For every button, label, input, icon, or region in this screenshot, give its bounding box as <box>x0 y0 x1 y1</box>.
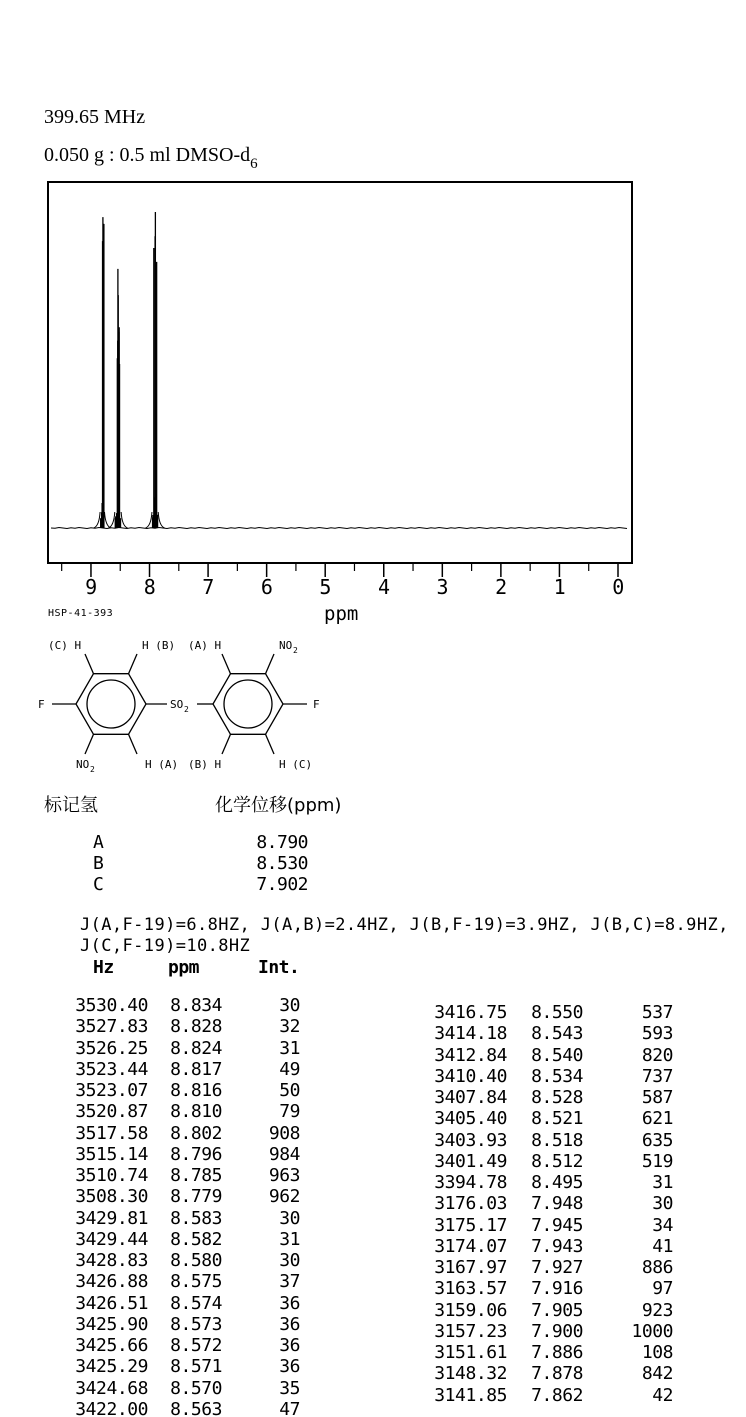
peak-int: 908 <box>268 1122 300 1144</box>
peak-table-row <box>60 1356 300 1377</box>
peak-ppm: 8.582 <box>170 1228 222 1250</box>
label-h-c-left: (C) H <box>48 639 82 652</box>
peak-table-row <box>425 1300 673 1321</box>
peak-int: 42 <box>652 1384 673 1406</box>
peak-table-row <box>60 1250 300 1271</box>
peak-int: 50 <box>279 1080 300 1101</box>
peak-ppm: 8.534 <box>531 1065 583 1087</box>
peak-table-row <box>60 1038 300 1059</box>
peak-hz: 3429.81 <box>75 1207 148 1229</box>
label-no2-left: NO <box>76 758 90 771</box>
peak-ppm: 8.574 <box>170 1292 222 1314</box>
peak-hz: 3174.07 <box>434 1235 507 1257</box>
peak-ppm: 8.810 <box>170 1101 222 1123</box>
peak-hz: 3401.49 <box>434 1150 507 1172</box>
peak-hz: 3425.90 <box>75 1313 148 1335</box>
peak-table-row <box>425 1342 673 1363</box>
peak-table-row <box>425 1087 673 1108</box>
peak-ppm: 8.543 <box>531 1023 583 1045</box>
x-tick-label-4: 4 <box>377 575 390 599</box>
label-h-b-right: (B) H <box>188 758 222 771</box>
bond-ha-left <box>129 734 138 754</box>
peak-ppm: 8.528 <box>531 1087 583 1108</box>
peak-int: 519 <box>641 1150 673 1172</box>
x-axis-ticks <box>47 564 633 580</box>
peak-ppm: 7.943 <box>531 1235 583 1257</box>
peak-int: 1000 <box>631 1320 673 1342</box>
peak-ppm: 8.563 <box>170 1398 222 1417</box>
peak-ppm: 7.927 <box>531 1257 583 1278</box>
peak-table-row <box>425 1172 673 1193</box>
peak-int: 842 <box>641 1363 673 1385</box>
peak-ppm: 8.573 <box>170 1313 222 1335</box>
peak-ppm: 8.824 <box>170 1037 222 1059</box>
label-h-a-right: (A) H <box>188 639 222 652</box>
label-no2-right-sub: 2 <box>293 646 298 655</box>
peak-int: 31 <box>652 1172 673 1193</box>
peak-table-row <box>425 1215 673 1236</box>
peak-int: 37 <box>279 1271 300 1293</box>
peak-hz: 3508.30 <box>75 1186 148 1208</box>
bond-hc-right <box>266 734 275 754</box>
peak-table-row <box>60 1399 300 1417</box>
x-tick-label-5: 5 <box>319 575 331 599</box>
peak-ppm: 8.572 <box>170 1335 222 1356</box>
peak-int: 820 <box>641 1044 673 1066</box>
peak-table-right-column <box>425 1002 673 1406</box>
peak-hz: 3428.83 <box>75 1250 148 1271</box>
peak-hz: 3151.61 <box>434 1342 507 1363</box>
peak-hz: 3520.87 <box>75 1101 148 1123</box>
bond-ha-right <box>222 654 231 674</box>
x-tick-label-9: 9 <box>85 575 97 599</box>
peak-table-header-hz: Hz <box>93 957 114 978</box>
coupling-line-2: J(C,F-19)=10.8HZ <box>80 936 251 956</box>
label-h-c-right: H (C) <box>279 758 313 771</box>
bond-hb-right <box>222 734 231 754</box>
peak-int: 36 <box>279 1356 300 1378</box>
peak-ppm: 7.916 <box>531 1278 583 1300</box>
peak-int: 593 <box>641 1023 673 1045</box>
peak-ppm: 8.580 <box>170 1250 222 1271</box>
peak-ppm: 8.571 <box>170 1356 222 1378</box>
peak-hz: 3426.51 <box>75 1292 148 1314</box>
peak-int: 36 <box>279 1335 300 1356</box>
peak-hz: 3425.66 <box>75 1335 148 1356</box>
peak-ppm: 7.905 <box>531 1299 583 1321</box>
sample-info <box>44 144 258 172</box>
peak-int: 635 <box>641 1129 673 1151</box>
x-tick-label-6: 6 <box>260 575 273 599</box>
label-h-b-left: H (B) <box>142 639 176 652</box>
peak-hz: 3414.18 <box>434 1023 507 1045</box>
bond-no2-left <box>85 734 94 754</box>
peak-int: 32 <box>279 1016 300 1038</box>
peak-int: 35 <box>279 1377 300 1399</box>
peak-table-row <box>60 1335 300 1356</box>
peak-table-row <box>60 1314 300 1335</box>
peak-ppm: 8.495 <box>531 1172 583 1193</box>
solvent-subscript: 6 <box>250 156 258 172</box>
assignment-label-B: B <box>93 853 104 874</box>
peak-table-row <box>60 1293 300 1314</box>
peak-table-row <box>425 1236 673 1257</box>
peak-table-row <box>425 1002 673 1023</box>
peak-table-row <box>425 1321 673 1342</box>
peak-hz: 3425.29 <box>75 1356 148 1378</box>
spectrum-curve <box>49 183 631 562</box>
label-no2-right: NO <box>279 639 293 652</box>
peak-hz: 3394.78 <box>434 1172 507 1193</box>
peak-int: 31 <box>279 1037 300 1059</box>
peak-table-row <box>60 1144 300 1165</box>
peak-table-row <box>425 1193 673 1214</box>
peak-ppm: 8.779 <box>170 1186 222 1208</box>
peak-int: 962 <box>268 1186 300 1208</box>
peak-table-row <box>60 1016 300 1037</box>
peak-hz: 3510.74 <box>75 1165 148 1186</box>
peak-hz: 3407.84 <box>434 1087 507 1108</box>
peak-ppm: 8.540 <box>531 1044 583 1066</box>
label-so2-sub: 2 <box>184 705 189 714</box>
assignment-col1-header: 标记氢 <box>44 795 98 816</box>
label-no2-left-sub: 2 <box>90 765 95 774</box>
peak-table-row <box>425 1278 673 1299</box>
aromatic-circle-left-icon <box>87 680 135 728</box>
peak-ppm: 8.570 <box>170 1377 222 1399</box>
label-so2: SO <box>170 698 184 711</box>
peak-table-header-int: Int. <box>258 957 300 978</box>
peak-ppm: 7.862 <box>531 1384 583 1406</box>
peak-table-row <box>425 1066 673 1087</box>
peak-int: 537 <box>641 1002 673 1023</box>
peak-table-row <box>60 1080 300 1101</box>
peak-int: 47 <box>279 1398 300 1417</box>
peak-int: 30 <box>279 1207 300 1229</box>
peak-int: 737 <box>641 1065 673 1087</box>
peak-int: 30 <box>279 1250 300 1271</box>
x-tick-label-1: 1 <box>553 575 566 599</box>
peak-ppm: 8.817 <box>170 1058 222 1080</box>
peak-int: 97 <box>652 1278 673 1300</box>
peak-hz: 3167.97 <box>434 1257 507 1278</box>
peak-hz: 3424.68 <box>75 1377 148 1399</box>
x-tick-label-8: 8 <box>143 575 156 599</box>
peak-table-row <box>425 1257 673 1278</box>
peak-ppm: 8.583 <box>170 1207 222 1229</box>
coupling-line-1: J(A,F-19)=6.8HZ, J(A,B)=2.4HZ, J(B,F-19)=3.9HZ, J(B,C)=8.9HZ, <box>80 915 729 935</box>
peak-ppm: 7.886 <box>531 1342 583 1363</box>
peak-table-row <box>425 1130 673 1151</box>
peak-ppm: 8.796 <box>170 1143 222 1165</box>
peak-hz: 3416.75 <box>434 1002 507 1023</box>
label-f-left: F <box>38 698 45 711</box>
peak-hz: 3426.88 <box>75 1271 148 1293</box>
peak-table-row <box>425 1363 673 1384</box>
peak-hz: 3176.03 <box>434 1193 507 1215</box>
peak-hz: 3517.58 <box>75 1122 148 1144</box>
x-tick-label-2: 2 <box>495 575 507 599</box>
x-axis-label: ppm <box>324 603 359 625</box>
peak-hz: 3159.06 <box>434 1299 507 1321</box>
x-tick-label-0: 0 <box>612 575 624 599</box>
peak-table-row <box>60 1271 300 1292</box>
peak-ppm: 7.878 <box>531 1363 583 1385</box>
peak-table-row <box>425 1045 673 1066</box>
assignment-label-A: A <box>93 832 104 853</box>
peak-table-header-ppm: ppm <box>168 957 200 978</box>
molecule-structure <box>30 630 350 780</box>
peak-ppm: 8.512 <box>531 1150 583 1172</box>
spectrum-plot <box>47 181 633 564</box>
peak-int: 36 <box>279 1313 300 1335</box>
peak-ppm: 8.550 <box>531 1002 583 1023</box>
peak-hz: 3175.17 <box>434 1214 507 1236</box>
peak-int: 36 <box>279 1292 300 1314</box>
peak-ppm: 8.834 <box>170 995 222 1016</box>
peak-hz: 3148.32 <box>434 1363 507 1385</box>
peak-int: 886 <box>641 1257 673 1278</box>
assignment-shift-B: 8.530 <box>256 853 308 874</box>
assignment-shift-C: 7.902 <box>256 874 308 895</box>
peak-int: 984 <box>268 1143 300 1165</box>
peak-int: 587 <box>641 1087 673 1108</box>
peak-hz: 3429.44 <box>75 1228 148 1250</box>
peak-ppm: 8.828 <box>170 1016 222 1038</box>
peak-ppm: 7.900 <box>531 1320 583 1342</box>
peak-ppm: 8.518 <box>531 1129 583 1151</box>
peak-hz: 3530.40 <box>75 995 148 1016</box>
peak-hz: 3163.57 <box>434 1278 507 1300</box>
assignment-label-C: C <box>93 874 104 895</box>
bond-hb-left <box>129 654 138 674</box>
peak-int: 108 <box>641 1342 673 1363</box>
assignment-col2-header: 化学位移(ppm) <box>215 795 342 816</box>
peak-ppm: 8.816 <box>170 1080 222 1101</box>
peak-int: 49 <box>279 1058 300 1080</box>
peak-hz: 3527.83 <box>75 1016 148 1038</box>
peak-hz: 3523.44 <box>75 1058 148 1080</box>
peak-table-row <box>425 1151 673 1172</box>
x-tick-label-7: 7 <box>202 575 214 599</box>
sample-text: 0.050 g : 0.5 ml DMSO-d <box>44 144 251 166</box>
peak-table-row <box>60 1165 300 1186</box>
peak-table-row <box>425 1108 673 1129</box>
peak-hz: 3412.84 <box>434 1044 507 1066</box>
peak-ppm: 7.945 <box>531 1214 583 1236</box>
label-f-right: F <box>313 698 320 711</box>
peak-int: 31 <box>279 1228 300 1250</box>
x-tick-label-3: 3 <box>436 575 449 599</box>
bond-no2-right <box>266 654 275 674</box>
peak-table-row <box>60 1101 300 1122</box>
peak-int: 79 <box>279 1101 300 1123</box>
peak-hz: 3523.07 <box>75 1080 148 1101</box>
peak-table-row <box>425 1023 673 1044</box>
peak-table-row <box>425 1385 673 1406</box>
spectrometer-frequency: 399.65 MHz <box>44 106 146 128</box>
peak-table-row <box>60 1123 300 1144</box>
label-h-a-left: H (A) <box>145 758 179 771</box>
peak-hz: 3422.00 <box>75 1398 148 1417</box>
peak-int: 30 <box>652 1193 673 1215</box>
peak-int: 923 <box>641 1299 673 1321</box>
peak-hz: 3405.40 <box>434 1108 507 1130</box>
peak-hz: 3515.14 <box>75 1143 148 1165</box>
peak-ppm: 8.785 <box>170 1165 222 1186</box>
peak-int: 963 <box>268 1165 300 1186</box>
peak-hz: 3410.40 <box>434 1065 507 1087</box>
peak-ppm: 8.521 <box>531 1108 583 1130</box>
spectrum-id-label: HSP-41-393 <box>48 608 114 619</box>
peak-hz: 3403.93 <box>434 1129 507 1151</box>
peak-int: 34 <box>652 1214 673 1236</box>
peak-table-row <box>60 1208 300 1229</box>
peak-int: 30 <box>279 995 300 1016</box>
peak-hz: 3526.25 <box>75 1037 148 1059</box>
peak-hz: 3141.85 <box>434 1384 507 1406</box>
peak-table-row <box>60 1378 300 1399</box>
peak-hz: 3157.23 <box>434 1320 507 1342</box>
peak-table-row <box>60 1059 300 1080</box>
peak-table-row <box>60 1186 300 1207</box>
peak-int: 41 <box>652 1235 673 1257</box>
aromatic-circle-right-icon <box>224 680 272 728</box>
peak-ppm: 8.802 <box>170 1122 222 1144</box>
peak-table-row <box>60 995 300 1016</box>
assignment-shift-A: 8.790 <box>256 832 308 853</box>
peak-table-row <box>60 1229 300 1250</box>
peak-ppm: 7.948 <box>531 1193 583 1215</box>
peak-table-left-column <box>60 995 300 1417</box>
peak-int: 621 <box>641 1108 673 1130</box>
peak-ppm: 8.575 <box>170 1271 222 1293</box>
bond-hc-left <box>85 654 94 674</box>
